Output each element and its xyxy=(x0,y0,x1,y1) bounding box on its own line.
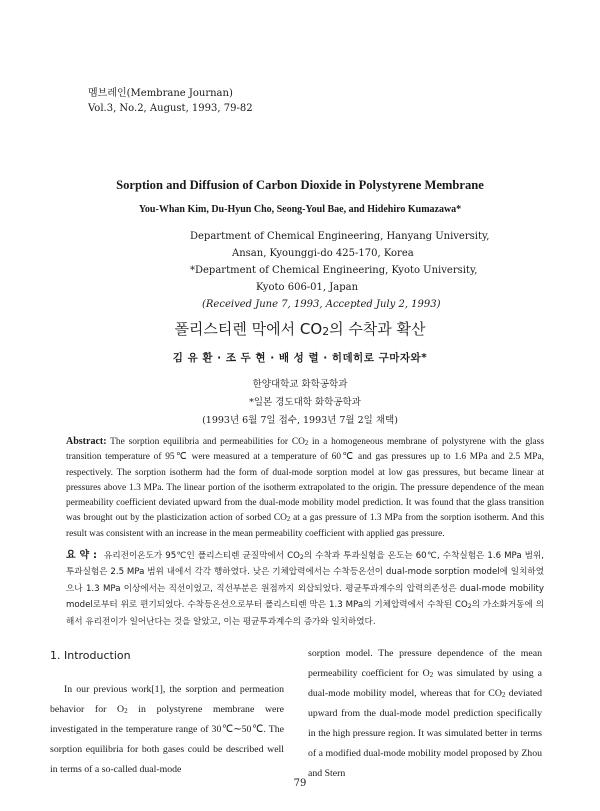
intro-right-text-3: deviated upward from the dual-mode model prediction specifically in the high pressure region. It was simulated better in terms of a modified dual-mode mobility model proposed by Zhou and Stern xyxy=(308,688,542,779)
english-abstract xyxy=(66,434,544,542)
affiliations xyxy=(190,228,490,313)
paper-title: Sorption and Diffusion of Carbon Dioxide in Polystyrene Membrane xyxy=(116,178,484,192)
intro-right-text-1: sorption model. The pressure dependence of the mean permeability coefficient for O xyxy=(308,648,542,679)
abstract-sub-1: 2 xyxy=(304,440,309,447)
abstract-text-3: at a gas pressure of 1.3 MPa from the sorption isotherm. And this result was consistent with an increase in the mean permeability coefficient with applied gas pressure. xyxy=(66,513,544,539)
intro-right-sub-1: 2 xyxy=(429,671,434,679)
body-column-left xyxy=(50,646,284,780)
korean-affiliation-line-2: *일본 경도대학 화학공학과 xyxy=(249,397,361,408)
abstract-text-1: The sorption equilibria and permeabilities for CO xyxy=(106,437,305,447)
abstract-sub-2: 2 xyxy=(286,516,291,524)
paper-authors: You-Whan Kim, Du-Hyun Cho, Seong-Youl Bae, and Hidehiro Kumazawa* xyxy=(138,204,462,215)
intro-left-text-1: In our previous work[1], the sorption and permeation behavior for O xyxy=(50,684,284,715)
journal-header xyxy=(88,86,253,116)
intro-paragraph-left xyxy=(50,680,284,780)
korean-abstract-text-1: 유리전이온도가 95℃인 폴리스티렌 균질막에서 CO xyxy=(100,551,300,561)
korean-affiliations xyxy=(0,376,600,430)
korean-authors: 김 유 환 · 조 두 현 · 배 성 렬 · 히데히로 구마자와* xyxy=(172,352,428,364)
affiliation-line-1: Department of Chemical Engineering, Hanyang University, xyxy=(190,231,490,242)
korean-abstract-text-2: 의 수착과 투과실험을 온도는 60℃, 수착실험은 1.6 MPa 범위, 투과실험은 2.5 MPa 범위 내에서 각각 행하였다. 낮은 기체압력에서는 수착등온선이 dual-mode sorption model에 일치하였으나 1.3 MPa 이상에서는 직선이었고, 직선부분은 원점까지 외삽되었다. 평균투과계수의 압력의존성은 dual-mode mobility model로부터 위로 편기되었다. 수착등온선으로부터 폴리스티렌 막은 1.3 MPa의 기체압력에서 수착된 CO xyxy=(66,551,544,611)
intro-paragraph-right xyxy=(308,644,542,784)
korean-abstract-sub-2: 2 xyxy=(467,603,472,611)
korean-title-sub: 2 xyxy=(322,325,330,338)
received-date: (Received June 7, 1993, Accepted July 2, 1993) xyxy=(202,299,441,310)
korean-abstract-sub-1: 2 xyxy=(299,554,304,561)
affiliation-line-4: Kyoto 606-01, Japan xyxy=(256,282,359,293)
korean-abstract-label: 요 약 : xyxy=(66,550,97,561)
korean-title xyxy=(0,318,600,339)
affiliation-line-3: *Department of Chemical Engineering, Kyoto University, xyxy=(190,265,478,276)
korean-abstract-text-3: 의 가소화거동에 의해서 유리전이가 일어난다는 것을 알았고, 이는 평균투과계수의 증가와 일치하였다. xyxy=(66,600,544,627)
abstract-text-2: in a homogeneous membrane of polystyrene with the glass transition temperature of 95℃ were measured at a temperature of 60℃ and gas pressures up to 1.6 MPa and 2.5 MPa, respectively. The sorption isotherm had the form of dual-mode sorption model at low gas pressures, but became linear at pressures above 1.3 MPa. The linear portion of the isotherm extrapolated to the origin. The pressure dependence of the mean permeability coefficient deviated upward from the dual-mode mobility model prediction. It was found that the glass transition was brought out by the plasticization action of sorbed CO xyxy=(66,437,544,524)
journal-name: 멤브레인(Membrane Journan) xyxy=(88,88,233,99)
korean-title-post: 의 수착과 확산 xyxy=(329,320,426,338)
korean-title-pre: 폴리스티렌 막에서 CO xyxy=(174,320,323,338)
affiliation-line-2: Ansan, Kyounggi-do 425-170, Korea xyxy=(232,248,414,259)
body-column-right xyxy=(308,644,542,784)
korean-affiliation-line-1: 한양대학교 화학공학과 xyxy=(252,379,348,390)
journal-issue: Vol.3, No.2, August, 1993, 79-82 xyxy=(88,103,253,114)
korean-abstract xyxy=(66,548,544,630)
intro-left-sub-1: 2 xyxy=(124,707,128,715)
intro-right-text-2: was simulated by using a dual-mode mobility model, whereas that for CO xyxy=(308,668,542,699)
section-heading-introduction: 1. Introduction xyxy=(50,649,131,662)
abstract-label: Abstract: xyxy=(66,436,107,447)
page-number: 79 xyxy=(293,778,307,789)
korean-dates: (1993년 6월 7일 접수, 1993년 7월 2일 채택) xyxy=(202,415,398,426)
intro-right-sub-2: 2 xyxy=(501,691,506,699)
intro-left-text-2: in polystyrene membrane were investigated in the temperature range of 30℃∼50℃. The sorption equilibria for both gases could be described well in terms of a so-called dual-mode xyxy=(50,704,284,775)
